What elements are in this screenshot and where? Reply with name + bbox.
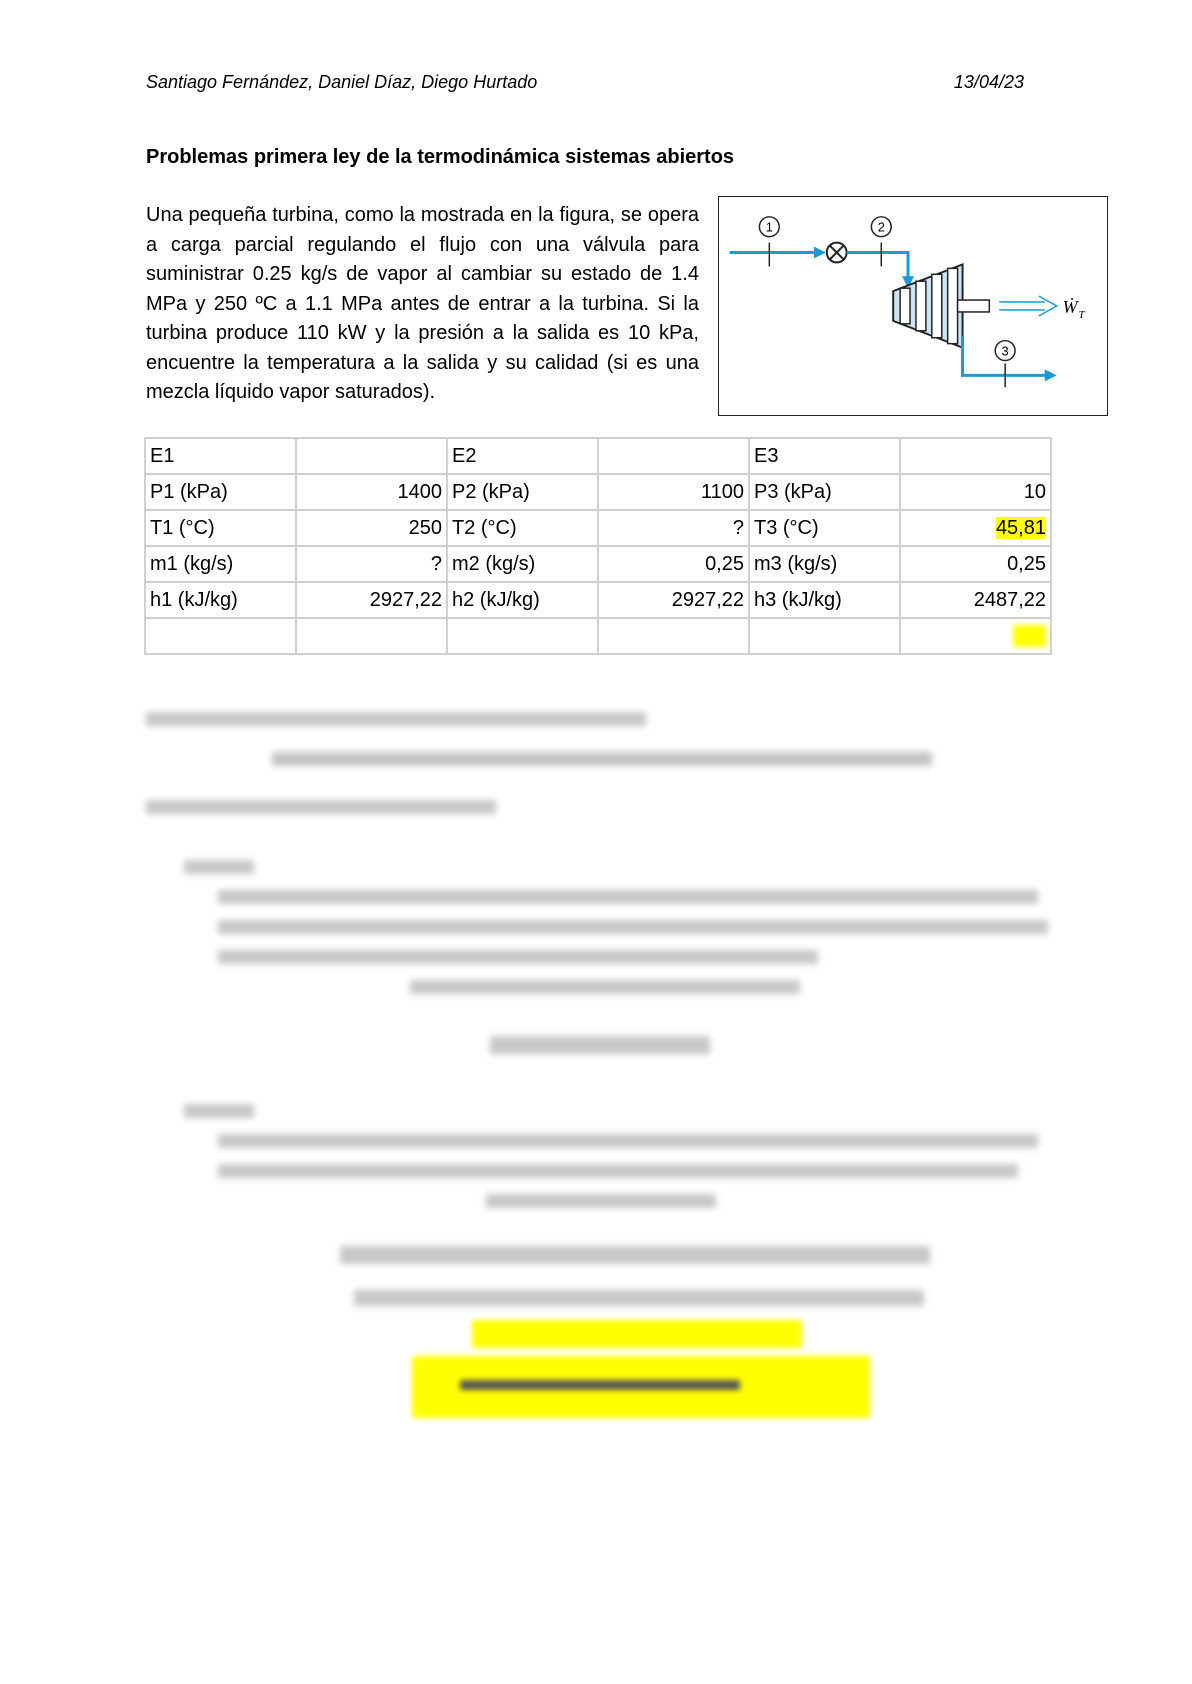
table-cell: 1100 xyxy=(598,474,749,510)
table-cell xyxy=(900,438,1051,474)
table-cell: P2 (kPa) xyxy=(447,474,598,510)
table-cell: m2 (kg/s) xyxy=(447,546,598,582)
table-cell: m1 (kg/s) xyxy=(145,546,296,582)
svg-text:1: 1 xyxy=(765,219,773,235)
table-cell: m3 (kg/s) xyxy=(749,546,900,582)
highlight-dark-mark xyxy=(460,1380,740,1390)
properties-table xyxy=(144,437,1052,655)
highlighted-value: 45,81 xyxy=(995,516,1046,539)
table-cell: h1 (kJ/kg) xyxy=(145,582,296,618)
table-cell: E3 xyxy=(749,438,900,474)
document-title: Problemas primera ley de la termodinámica sistemas abiertos xyxy=(146,146,735,168)
table-cell: 0,25 xyxy=(900,546,1051,582)
work-label: Ẇ xyxy=(1062,296,1078,317)
state-1-label xyxy=(759,217,779,237)
work-subscript: T xyxy=(1078,308,1085,321)
svg-text:3: 3 xyxy=(1001,343,1009,359)
table-row xyxy=(145,510,1051,546)
valve-icon xyxy=(827,243,847,263)
table-cell: T3 (°C) xyxy=(749,510,900,546)
inlet-arrow xyxy=(814,247,826,259)
table-row xyxy=(145,438,1051,474)
table-row xyxy=(145,582,1051,618)
table-cell: P1 (kPa) xyxy=(145,474,296,510)
table-cell xyxy=(598,438,749,474)
turbine-shaft xyxy=(958,300,990,312)
problem-statement: Una pequeña turbina, como la mostrada en la figura, se opera a carga parcial regulando el flujo con una válvula para suministrar 0.25 kg/s de vapor al cambiar su estado de 1.4 MPa y 250 ºC a 1.1 MPa antes de entrar a la turbina. Si la turbina produce 110 kW y la presión a la salida es 10 kPa, encuentre la temperatura a la salida y su calidad (si es una mezcla líquido vapor saturados). xyxy=(146,204,699,403)
table-cell: E1 xyxy=(145,438,296,474)
table-cell: 2927,22 xyxy=(598,582,749,618)
turbine-figure xyxy=(718,196,1108,416)
table-cell: E2 xyxy=(447,438,598,474)
highlight-block-1 xyxy=(472,1320,802,1348)
date: 13/04/23 xyxy=(953,72,1024,92)
table-cell: T2 (°C) xyxy=(447,510,598,546)
table-cell: ? xyxy=(598,510,749,546)
work-arrow-icon xyxy=(999,296,1056,316)
table-cell: P3 (kPa) xyxy=(749,474,900,510)
table-cell: 1400 xyxy=(296,474,447,510)
table-cell: T1 (°C) xyxy=(145,510,296,546)
table-cell: 0,25 xyxy=(598,546,749,582)
table-cell: 2487,22 xyxy=(900,582,1051,618)
table-row xyxy=(145,474,1051,510)
table-cell: 250 xyxy=(296,510,447,546)
table-cell: 2927,22 xyxy=(296,582,447,618)
table-cell: h3 (kJ/kg) xyxy=(749,582,900,618)
state-3-label xyxy=(995,341,1015,361)
table-cell xyxy=(296,438,447,474)
svg-text:2: 2 xyxy=(877,219,885,235)
state-2-label xyxy=(871,217,891,237)
table-cell: ? xyxy=(296,546,447,582)
table-row xyxy=(145,546,1051,582)
table-cell xyxy=(900,510,1051,546)
table-cell: 10 xyxy=(900,474,1051,510)
blurred-row xyxy=(145,618,1051,654)
authors: Santiago Fernández, Daniel Díaz, Diego Hurtado xyxy=(146,72,538,92)
page-header xyxy=(146,72,1024,93)
turbine-inlet-pipe xyxy=(847,252,908,278)
table-cell: h2 (kJ/kg) xyxy=(447,582,598,618)
